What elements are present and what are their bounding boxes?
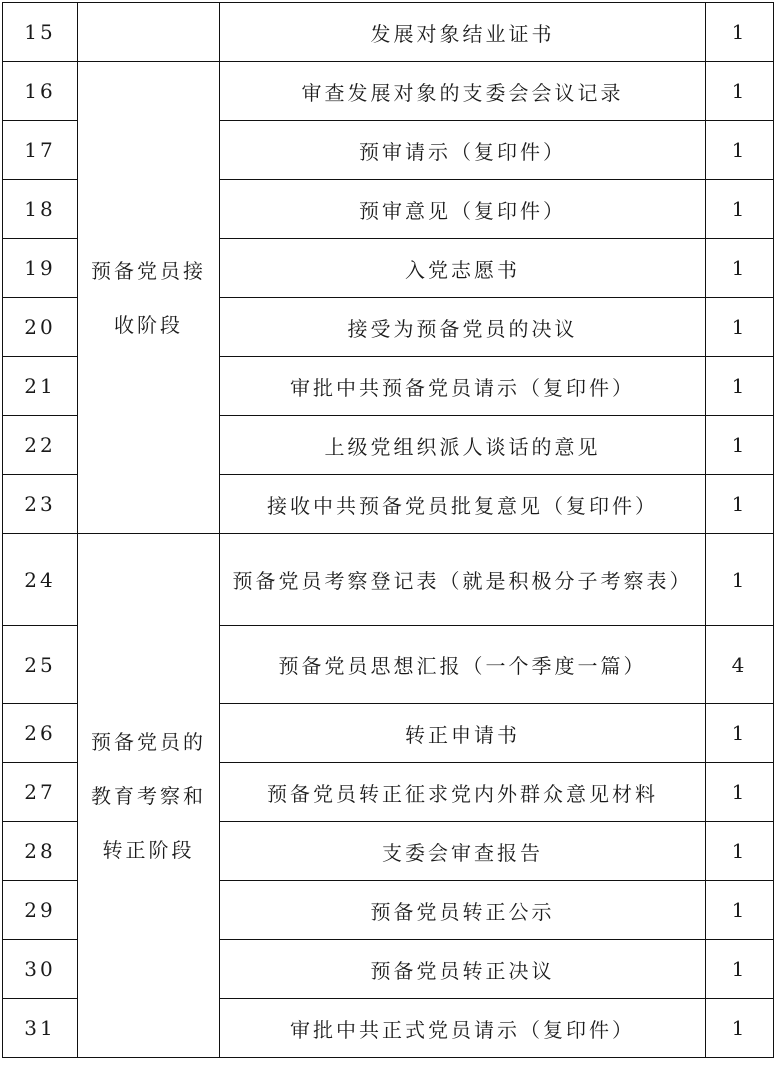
- material-name: 转正申请书: [220, 704, 706, 763]
- material-quantity: 1: [706, 704, 774, 763]
- row-number: 24: [3, 534, 78, 626]
- material-quantity: 1: [706, 62, 774, 121]
- material-quantity: 1: [706, 298, 774, 357]
- material-name: 入党志愿书: [220, 239, 706, 298]
- material-name: 发展对象结业证书: [220, 3, 706, 62]
- stage-label: 预备党员接收阶段: [91, 258, 206, 337]
- row-number: 19: [3, 239, 78, 298]
- material-quantity: 1: [706, 881, 774, 940]
- material-quantity: 1: [706, 822, 774, 881]
- material-name: 预备党员转正公示: [220, 881, 706, 940]
- row-number: 25: [3, 626, 78, 704]
- material-quantity: 4: [706, 626, 774, 704]
- material-quantity: 1: [706, 239, 774, 298]
- row-number: 31: [3, 999, 78, 1058]
- material-quantity: 1: [706, 763, 774, 822]
- material-name: 上级党组织派人谈话的意见: [220, 416, 706, 475]
- material-name: 预备党员思想汇报（一个季度一篇）: [220, 626, 706, 704]
- row-number: 21: [3, 357, 78, 416]
- material-quantity: 1: [706, 940, 774, 999]
- row-number: 26: [3, 704, 78, 763]
- material-quantity: 1: [706, 3, 774, 62]
- material-name: 预备党员转正决议: [220, 940, 706, 999]
- material-quantity: 1: [706, 534, 774, 626]
- material-name: 预审请示（复印件）: [220, 121, 706, 180]
- stage-label: 预备党员的教育考察和转正阶段: [91, 729, 206, 862]
- material-name: 支委会审查报告: [220, 822, 706, 881]
- table-row: [3, 534, 774, 626]
- material-name: 审批中共正式党员请示（复印件）: [220, 999, 706, 1058]
- stage-cell: [78, 534, 220, 1058]
- material-quantity: 1: [706, 475, 774, 534]
- material-name: 审查发展对象的支委会会议记录: [220, 62, 706, 121]
- material-quantity: 1: [706, 357, 774, 416]
- row-number: 28: [3, 822, 78, 881]
- table-row: [3, 3, 774, 62]
- row-number: 29: [3, 881, 78, 940]
- row-number: 18: [3, 180, 78, 239]
- material-quantity: 1: [706, 999, 774, 1058]
- row-number: 22: [3, 416, 78, 475]
- material-quantity: 1: [706, 121, 774, 180]
- row-number: 20: [3, 298, 78, 357]
- table-row: [3, 62, 774, 121]
- row-number: 15: [3, 3, 78, 62]
- stage-cell: [78, 62, 220, 534]
- material-quantity: 1: [706, 180, 774, 239]
- row-number: 17: [3, 121, 78, 180]
- row-number: 30: [3, 940, 78, 999]
- stage-cell: [78, 3, 220, 62]
- material-name: 接受为预备党员的决议: [220, 298, 706, 357]
- row-number: 16: [3, 62, 78, 121]
- row-number: 23: [3, 475, 78, 534]
- material-name: 预审意见（复印件）: [220, 180, 706, 239]
- row-number: 27: [3, 763, 78, 822]
- material-quantity: 1: [706, 416, 774, 475]
- material-name: 接收中共预备党员批复意见（复印件）: [220, 475, 706, 534]
- materials-table: [2, 2, 774, 1058]
- material-name: 预备党员转正征求党内外群众意见材料: [220, 763, 706, 822]
- material-name: 审批中共预备党员请示（复印件）: [220, 357, 706, 416]
- material-name: 预备党员考察登记表（就是积极分子考察表）: [220, 534, 706, 626]
